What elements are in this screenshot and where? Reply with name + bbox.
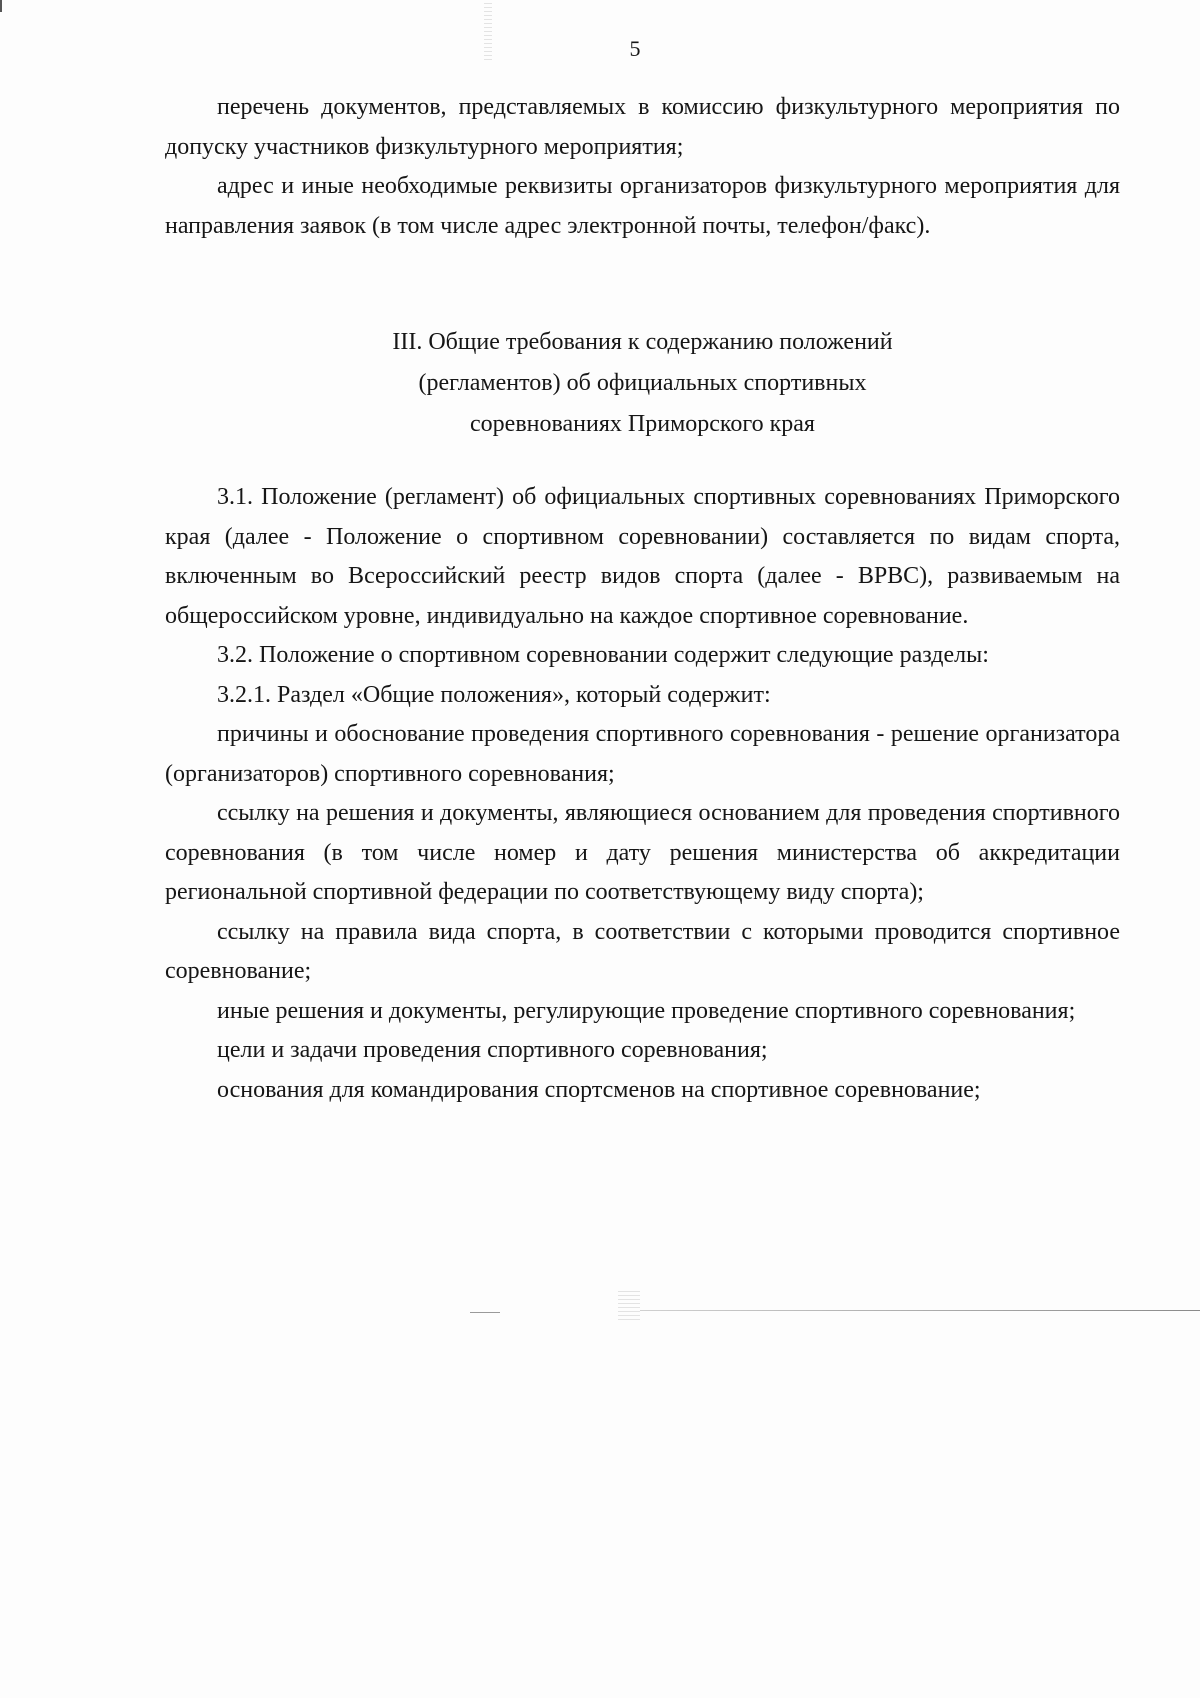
paragraph-grounds: основания для командирования спортсменов на спортивное соревнование;	[217, 1076, 981, 1103]
scan-corner-mark	[0, 0, 2, 12]
paragraph-rules-link: ссылку на правила вида спорта, в соответствии с которыми проводится спортивное соревнование;	[165, 918, 1120, 984]
section-text-block	[165, 478, 1120, 1110]
paragraph-other-decisions: иные решения и документы, регулирующие проведение спортивного соревнования;	[217, 997, 1076, 1024]
paragraph-goals: цели и задачи проведения спортивного соревнования;	[217, 1037, 768, 1063]
scan-artifact-top	[484, 0, 492, 60]
section-heading-line-2: (регламентов) об официальных спортивных	[418, 370, 867, 396]
paragraph-3-2: 3.2. Положение о спортивном соревновании содержит следующие разделы:	[217, 642, 989, 668]
section-heading-line-3: соревнованиях Приморского края	[470, 411, 815, 437]
page-number: 5	[629, 36, 641, 61]
paragraph-reasons: причины и обоснование проведения спортивного соревнования - решение организатора (организаторов) спортивного соревнования;	[165, 721, 1120, 787]
paragraph-documents-list: перечень документов, представляемых в комиссию физкультурного мероприятия по допуску участников физкультурного мероприятия;	[165, 94, 1120, 160]
intro-text-block	[165, 88, 1120, 246]
section-heading	[165, 322, 1120, 445]
paragraph-3-1: 3.1. Положение (регламент) об официальных спортивных соревнованиях Приморского края (далее - Положение о спортивном соревновании) составляется по видам спорта, включенным во Всероссийский реестр видов спорта (далее - ВРВС), развиваемым на общероссийском уровне, индивидуально на каждое спортивное соревнование.	[165, 484, 1120, 629]
paragraph-decisions-link: ссылку на решения и документы, являющиеся основанием для проведения спортивного соревнования (в том числе номер и дату решения министерства об аккредитации региональной спортивной федерации по соответствующему виду спорта);	[165, 800, 1120, 905]
scan-artifact-line-right	[640, 1310, 1200, 1311]
paragraph-3-2-1: 3.2.1. Раздел «Общие положения», который содержит:	[217, 681, 771, 708]
scan-artifact-line-left	[470, 1312, 500, 1313]
scan-artifact-smudge	[618, 1290, 640, 1320]
paragraph-organizer-address: адрес и иные необходимые реквизиты организаторов физкультурного мероприятия для направления заявок (в том числе адрес электронной почты, телефон/факс).	[165, 173, 1120, 239]
section-heading-line-1: III. Общие требования к содержанию положений	[392, 329, 893, 355]
